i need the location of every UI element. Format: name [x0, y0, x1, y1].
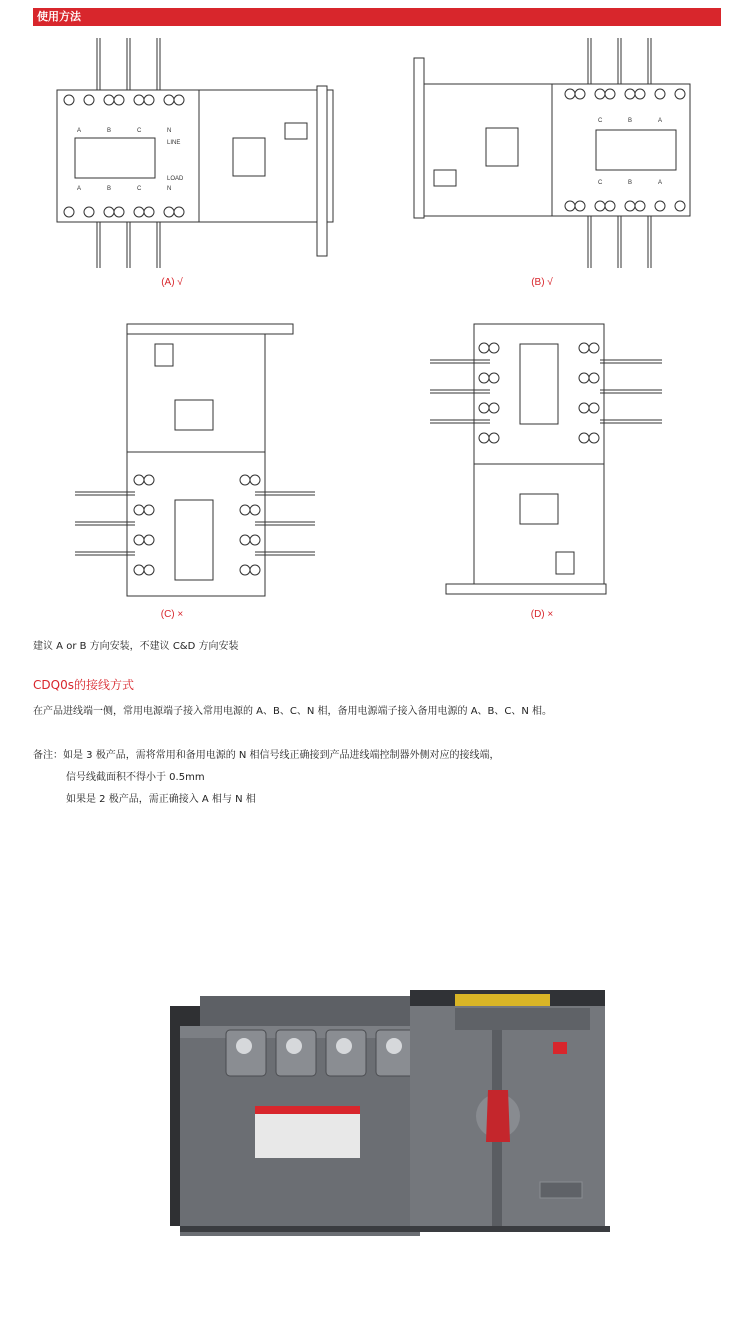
recommendation-text: 建议 A or B 方向安装，不建议 C&D 方向安装	[33, 641, 239, 652]
phase-label: A	[77, 186, 82, 192]
phase-label: B	[107, 186, 112, 192]
note-line-1: 备注：如是 3 极产品，需将常用和备用电源的 N 相信号线正确接到产品进线端控制器外侧对应的接线端，	[33, 750, 500, 761]
phase-label: B	[628, 118, 633, 124]
phase-label: B	[107, 128, 112, 134]
diagram-d	[430, 320, 670, 600]
diagram-b-caption: (B) √	[531, 277, 553, 288]
wiring-description: 在产品进线端一侧，常用电源端子接入常用电源的 A、B、C、N 相，备用电源端子接入备用电源的 A、B、C、N 相。	[33, 706, 553, 717]
phase-label: C	[598, 118, 603, 124]
phase-label: A	[77, 128, 82, 134]
phase-label: A	[658, 118, 663, 124]
diagram-a	[55, 38, 340, 270]
phase-label: C	[137, 128, 142, 134]
diagram-b	[410, 38, 695, 270]
product-photo	[0, 830, 750, 1324]
phase-label: N	[167, 186, 172, 192]
phase-label: B	[628, 180, 633, 186]
switch-illustration	[0, 830, 750, 1324]
note-line-3: 如果是 2 极产品，需正确接入 A 相与 N 相	[66, 794, 256, 805]
wiring-section-title: CDQ0s的接线方式	[33, 678, 134, 692]
diagram-c-caption: (C) ×	[160, 609, 184, 620]
line-label: LINE	[167, 140, 181, 146]
phase-label: C	[137, 186, 142, 192]
diagram-a-caption: (A) √	[161, 277, 183, 288]
load-label: LOAD	[167, 176, 184, 182]
phase-label: N	[167, 128, 172, 134]
diagram-c	[75, 320, 320, 600]
section-header: 使用方法	[33, 8, 721, 26]
phase-label: C	[598, 180, 603, 186]
diagram-d-caption: (D) ×	[530, 609, 554, 620]
phase-label: A	[658, 180, 663, 186]
note-line-2: 信号线截面积不得小于 0.5mm	[66, 772, 205, 783]
